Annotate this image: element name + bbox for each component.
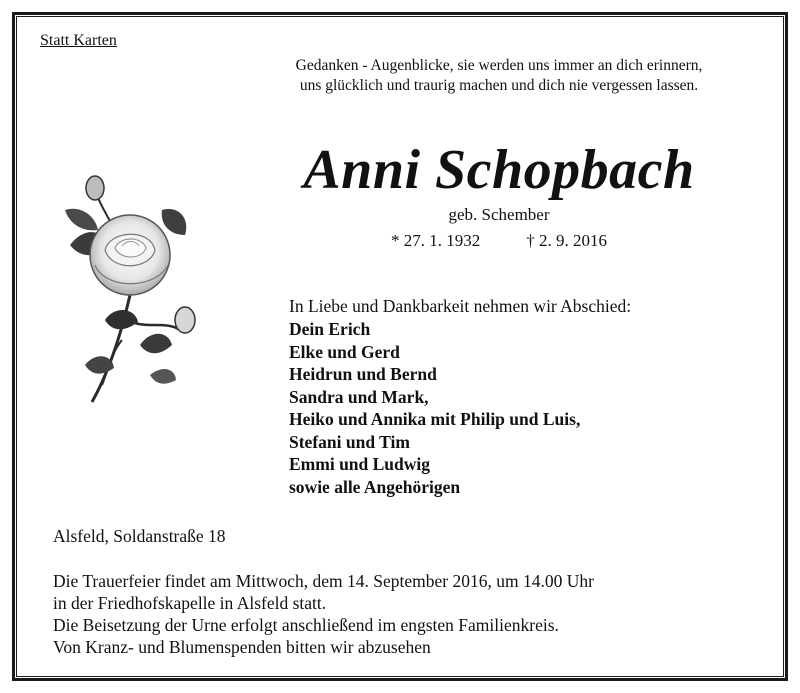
statt-karten-label: Statt Karten <box>40 32 117 49</box>
ceremony-line-3: Die Beisetzung der Urne erfolgt anschließend im engsten Familienkreis. <box>53 615 559 635</box>
address: Alsfeld, Soldanstraße 18 <box>53 526 226 546</box>
birth-date: * 27. 1. 1932 <box>391 231 481 250</box>
list-item: Heidrun und Bernd <box>289 364 437 384</box>
ceremony-line-2: in der Friedhofskapelle in Alsfeld statt. <box>53 593 327 613</box>
list-item: sowie alle Angehörigen <box>289 476 461 497</box>
list-item: Heiko und Annika mit Philip und Luis, <box>289 409 581 429</box>
list-item: Sandra und Mark, <box>289 386 429 407</box>
list-item: Stefani und Tim <box>289 431 410 452</box>
death-date: † 2. 9. 2016 <box>526 231 607 250</box>
list-item: Emmi und Ludwig <box>289 454 431 474</box>
quote-line-2: uns glücklich und traurig machen und dich nie vergessen lassen. <box>299 77 699 94</box>
ceremony-info <box>53 570 594 658</box>
deceased-name: Anni Schopbach <box>303 139 695 201</box>
life-dates <box>240 231 758 251</box>
ceremony-line-4: Von Kranz- und Blumenspenden bitten wir abzusehen <box>53 637 431 657</box>
ceremony-line-1: Die Trauerfeier findet am Mittwoch, dem 14. September 2016, um 14.00 Uhr <box>53 571 594 591</box>
memorial-quote <box>240 56 758 96</box>
farewell-intro: In Liebe und Dankbarkeit nehmen wir Abschied: <box>289 296 632 316</box>
birth-name: geb. Schember <box>448 205 550 224</box>
mourner-list <box>289 318 580 498</box>
quote-line-1: Gedanken - Augenblicke, sie werden uns immer an dich erinnern, <box>295 57 703 74</box>
list-item: Elke und Gerd <box>289 341 400 362</box>
rose-icon <box>50 170 220 410</box>
list-item: Dein Erich <box>289 319 371 339</box>
